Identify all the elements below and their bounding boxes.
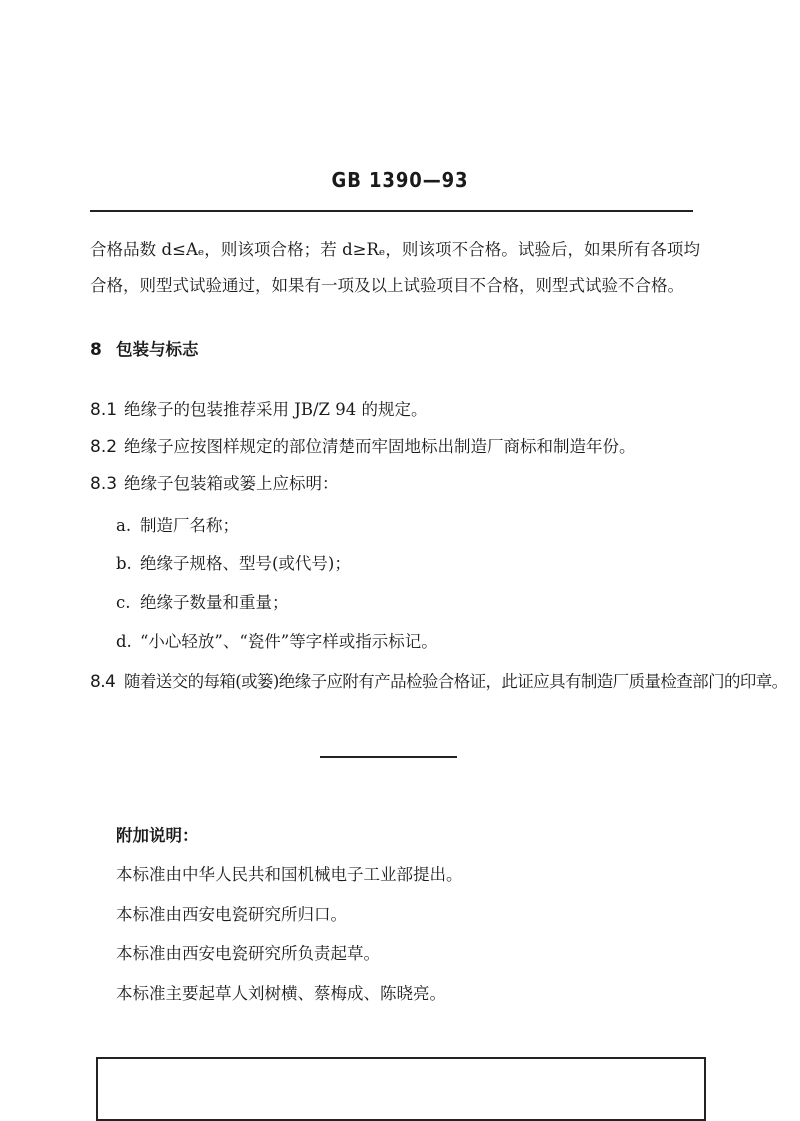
- bottom-frame: [96, 1057, 706, 1121]
- item-number: 8.3: [90, 474, 118, 494]
- sub-item-label: b.: [116, 554, 132, 573]
- sub-item-text: 绝缘子规格、型号(或代号)；: [140, 554, 351, 573]
- note-line: 本标准主要起草人刘树横、蔡梅成、陈晓亮。: [116, 984, 446, 1003]
- item-text: 随着送交的每箱(或篓)绝缘子应附有产品检验合格证，此证应具有制造厂质量检查部门的印章。: [124, 672, 788, 691]
- sub-item-label: a.: [116, 516, 132, 535]
- item-8-2: [90, 433, 636, 457]
- sub-item-text: 绝缘子数量和重量；: [140, 593, 289, 612]
- item-text: 绝缘子应按图样规定的部位清楚而牢固地标出制造厂商标和制造年份。: [124, 437, 636, 456]
- item-text: 绝缘子包装箱或篓上应标明：: [124, 474, 339, 493]
- item-number: 8.4: [90, 672, 116, 692]
- section-heading: [90, 336, 199, 360]
- document-header: GB 1390—93: [331, 168, 469, 192]
- sub-item-text: 制造厂名称；: [140, 516, 239, 535]
- additional-notes-title: 附加说明：: [116, 826, 199, 845]
- item-number: 8.1: [90, 400, 118, 420]
- note-line: 本标准由中华人民共和国机械电子工业部提出。: [116, 865, 463, 884]
- intro-paragraph: 合格品数 d≤Aₑ，则该项合格；若 d≥Rₑ，则该项不合格。试验后，如果所有各项均合格，则型式试验通过，如果有一项及以上试验项目不合格，则型式试验不合格。: [90, 240, 700, 295]
- sub-item-d: [116, 628, 438, 652]
- note-line: 本标准由西安电瓷研究所负责起草。: [116, 944, 380, 963]
- item-number: 8.2: [90, 437, 118, 457]
- item-text: 绝缘子的包装推荐采用 JB/Z 94 的规定。: [124, 400, 428, 419]
- section-number: 8: [90, 340, 102, 360]
- sub-item-label: d.: [116, 632, 132, 651]
- end-rule: [320, 756, 457, 758]
- section-title: 包装与标志: [116, 340, 199, 359]
- item-8-3: [90, 470, 339, 494]
- note-line: 本标准由西安电瓷研究所归口。: [116, 905, 347, 924]
- sub-item-b: [116, 550, 351, 574]
- header-rule: [90, 210, 693, 212]
- item-8-4: [90, 668, 788, 692]
- sub-item-text: “小心轻放”、“瓷件”等字样或指示标记。: [140, 632, 438, 651]
- sub-item-a: [116, 512, 239, 536]
- sub-item-c: [116, 589, 289, 613]
- item-8-1: [90, 396, 428, 420]
- sub-item-label: c.: [116, 593, 131, 612]
